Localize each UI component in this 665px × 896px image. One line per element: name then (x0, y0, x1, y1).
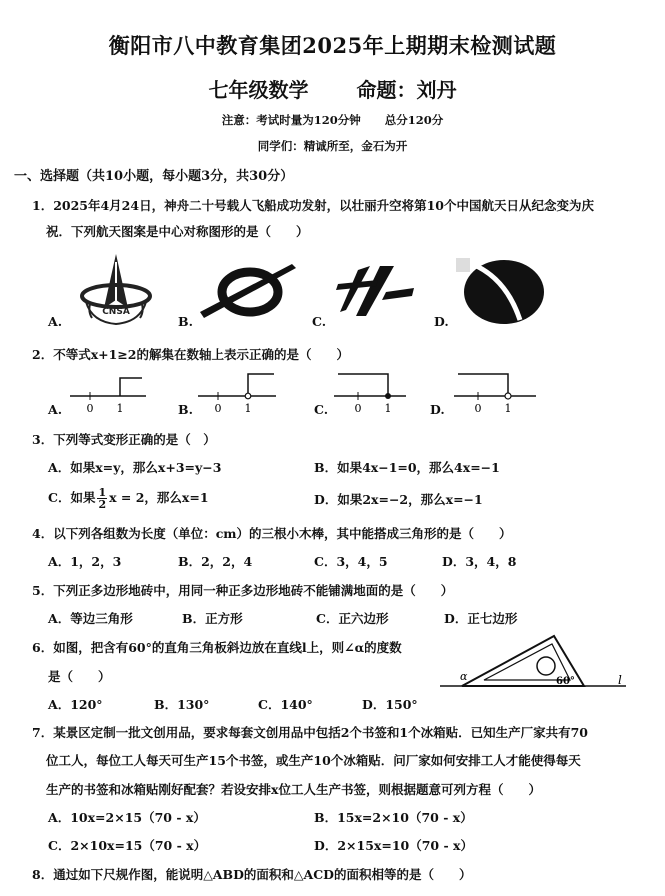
q4-stem: 4．以下列各组数为长度（单位：cm）的三根小木棒，其中能搭成三角形的是（ ） (32, 526, 512, 541)
tick-0-label: 0 (354, 402, 362, 415)
q5-stem: 5．下列正多边形地砖中，用同一种正多边形地砖不能铺满地面的是（ ） (32, 583, 454, 598)
q2-option-c[interactable]: C. (314, 402, 329, 417)
q5-option-d[interactable]: D．正七边形 (444, 611, 518, 626)
tick-0-label: 0 (86, 402, 94, 415)
section-title: 一、选择题（共10小题，每小题3分，共30分） (14, 169, 294, 184)
q3-stem: 3．下列等式变形正确的是（ ） (32, 432, 216, 447)
q2-option-d[interactable]: D. (430, 402, 445, 417)
number-line-c (332, 366, 408, 416)
exam-subtitle (0, 74, 665, 103)
q3-c-suffix: x = 2，那么x=1 (109, 490, 209, 505)
q1-option-b[interactable]: B. (178, 314, 193, 329)
time-note: 注意：考试时量为120分钟 (221, 113, 361, 127)
total-note: 总分120分 (384, 113, 444, 127)
q6-option-d[interactable]: D．150° (362, 697, 418, 712)
q8-stem: 8．通过如下尺规作图，能说明△ABD的面积和△ACD的面积相等的是（ ） (32, 867, 472, 882)
q7-option-a[interactable]: A．10x=2×15（70 - x） (48, 810, 206, 825)
tick-1-label: 1 (504, 402, 512, 415)
tick-1-label: 1 (244, 402, 252, 415)
fraction-half (97, 487, 107, 510)
fraction-denominator: 2 (98, 498, 107, 511)
number-line-a (68, 372, 148, 416)
q6-option-a[interactable]: A．120° (48, 697, 103, 712)
q6-option-b[interactable]: B．130° (154, 697, 210, 712)
exam-motto: 同学们：精诚所至，金石为开 (257, 139, 408, 153)
q5-option-a[interactable]: A．等边三角形 (48, 611, 133, 626)
q4-option-d[interactable]: D．3，4，8 (442, 554, 517, 569)
triangle-ruler-figure (436, 632, 628, 692)
q7-option-d[interactable]: D．2×15x=10（70 - x） (314, 838, 473, 853)
q6-line1: 6．如图，把含有60°的直角三角板斜边放在直线l上，则∠α的度数 (32, 640, 402, 655)
q7-line1: 7．某景区定制一批文创用品，要求每套文创用品中包括2个书签和1个冰箱贴．已知生产厂家共有70 (32, 725, 588, 740)
black-disc-icon (456, 258, 546, 326)
number-line-d (452, 366, 538, 416)
fraction-numerator: 1 (98, 486, 107, 499)
q3-option-b[interactable]: B．如果4x−1=0，那么4x=−1 (314, 460, 500, 475)
subject-label: 七年级数学 (208, 78, 309, 102)
q1-option-c[interactable]: C. (312, 314, 327, 329)
q1-line2: 祝．下列航天图案是中心对称图形的是（ ） (46, 224, 309, 239)
q5-option-b[interactable]: B．正方形 (182, 611, 243, 626)
tick-0-label: 0 (474, 402, 482, 415)
alpha-label: α (460, 670, 468, 683)
q3-option-d[interactable]: D．如果2x=−2，那么x=−1 (314, 492, 483, 507)
cnsa-logo-text: CNSA (102, 307, 130, 317)
q7-option-b[interactable]: B．15x=2×10（70 - x） (314, 810, 473, 825)
q7-line2: 位工人，每位工人每天可生产15个书签，或生产10个冰箱贴．问厂家如何安排工人才能使得每天 (46, 753, 581, 768)
q3-c-prefix: C．如果 (48, 490, 96, 505)
orbit-emblem-icon (200, 262, 300, 322)
q3-option-a[interactable]: A．如果x=y，那么x+3=y−3 (48, 460, 222, 475)
q2-option-b[interactable]: B. (178, 402, 193, 417)
exam-note (0, 112, 665, 128)
q2-stem: 2．不等式x+1≥2的解集在数轴上表示正确的是（ ） (32, 347, 349, 362)
angle-60-label: 60° (556, 676, 575, 687)
number-line-b (196, 368, 278, 416)
tick-1-label: 1 (116, 402, 124, 415)
q4-option-a[interactable]: A．1，2，3 (48, 554, 122, 569)
q7-line3: 生产的书签和冰箱贴刚好配套？若设安排x位工人生产书签，则根据题意可列方程（ ） (46, 782, 541, 797)
q1-option-d[interactable]: D. (434, 314, 449, 329)
q1-option-a[interactable]: A. (48, 314, 63, 329)
exam-title: 衡阳市八中教育集团2025年上期期末检测试题 (108, 33, 557, 58)
rocket-strokes-icon (336, 262, 418, 318)
line-l-label: l (618, 673, 622, 687)
cnsa-logo-icon (78, 252, 154, 328)
q4-option-b[interactable]: B．2，2，4 (178, 554, 253, 569)
q2-option-a[interactable]: A. (48, 402, 63, 417)
q6-line2: 是（ ） (48, 669, 111, 684)
tick-1-label: 1 (384, 402, 392, 415)
q5-option-c[interactable]: C．正六边形 (316, 611, 389, 626)
q1-line1: 1．2025年4月24日，神舟二十号载人飞船成功发射，以壮丽升空将第10个中国航天日从纪念变为庆 (32, 198, 594, 213)
q7-option-c[interactable]: C．2×10x=15（70 - x） (48, 838, 207, 853)
q6-option-c[interactable]: C．140° (258, 697, 313, 712)
q3-option-c[interactable] (48, 487, 209, 510)
author-label: 命题：刘丹 (356, 78, 457, 102)
q4-option-c[interactable]: C．3，4，5 (314, 554, 388, 569)
tick-0-label: 0 (214, 402, 222, 415)
